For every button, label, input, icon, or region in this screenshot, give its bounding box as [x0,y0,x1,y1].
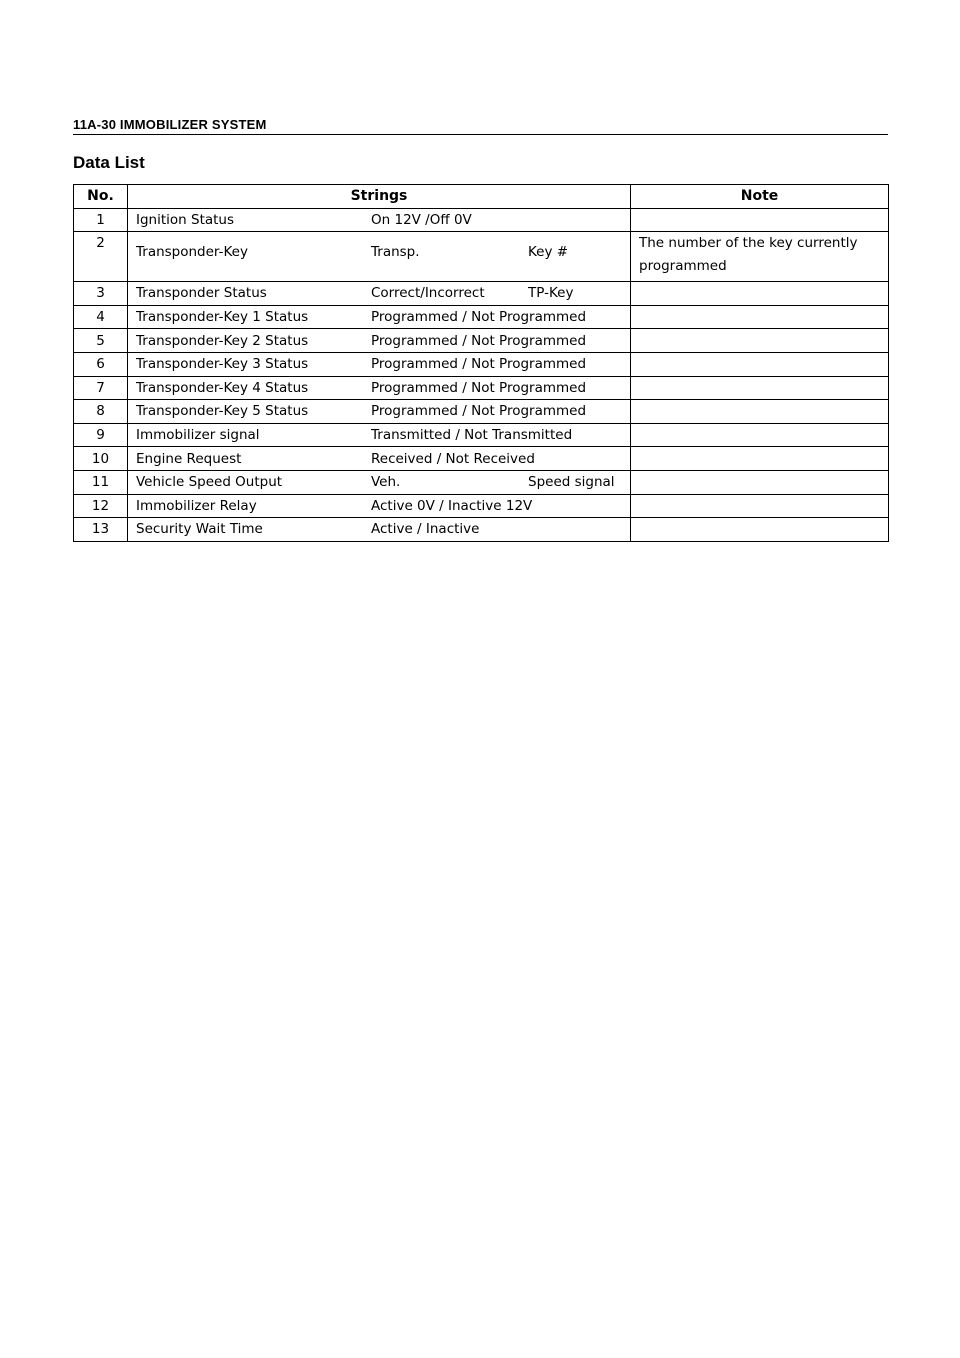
row-strings-cell [128,208,631,232]
row-item-name: Engine Request [136,450,242,467]
row-number: 8 [74,400,128,424]
row-item-name: Transponder-Key 1 Status [136,309,309,326]
row-strings-cell [128,376,631,400]
row-note [631,282,889,306]
section-title: Data List [73,153,145,172]
row-item-value: Programmed / Not Programmed [371,403,587,420]
row-item-value: Transmitted / Not Transmitted [371,427,573,444]
row-strings-cell [128,282,631,306]
row-strings-cell [128,352,631,376]
table-row [74,423,889,447]
row-number: 4 [74,305,128,329]
row-note [631,518,889,542]
row-strings-cell [128,447,631,471]
row-note [631,208,889,232]
row-item-value: On 12V /Off 0V [371,211,472,228]
row-item-name: Vehicle Speed Output [136,474,283,491]
row-number: 3 [74,282,128,306]
row-note: The number of the key currently programmed [631,232,889,282]
table-row [74,352,889,376]
table-row [74,282,889,306]
row-number: 7 [74,376,128,400]
row-item-name: Transponder-Key [136,244,248,261]
row-note [631,305,889,329]
page-header-text: 11A-30 IMMOBILIZER SYSTEM [73,117,267,132]
row-number: 2 [74,232,128,282]
row-number: 1 [74,208,128,232]
table-row [74,329,889,353]
row-note [631,376,889,400]
row-item-value: Received / Not Received [371,450,535,467]
row-item-name: Ignition Status [136,211,235,228]
row-note [631,447,889,471]
table-header-row [74,185,889,209]
row-item-value-secondary: TP-Key [528,285,574,302]
row-item-value-secondary: Speed signal [528,474,615,491]
row-item-value: Programmed / Not Programmed [371,309,587,326]
row-item-value: Correct/Incorrect [371,285,485,302]
row-item-value-secondary: Key # [528,244,569,261]
row-item-value: Active 0V / Inactive 12V [371,497,533,514]
row-note [631,400,889,424]
row-note [631,494,889,518]
row-item-name: Immobilizer signal [136,427,260,444]
table-row [74,494,889,518]
row-number: 12 [74,494,128,518]
row-item-name: Transponder-Key 5 Status [136,403,309,420]
table-row [74,232,889,282]
row-strings-cell [128,470,631,494]
row-strings-cell [128,232,631,282]
row-item-name: Security Wait Time [136,521,263,538]
table-row [74,376,889,400]
column-header-note: Note [631,185,889,209]
page-header [73,116,888,135]
row-note [631,352,889,376]
row-item-value: Transp. [371,244,420,261]
row-number: 6 [74,352,128,376]
row-note [631,470,889,494]
row-strings-cell [128,494,631,518]
column-header-no: No. [74,185,128,209]
row-number: 5 [74,329,128,353]
column-header-strings: Strings [128,185,631,209]
row-item-name: Transponder Status [136,285,267,302]
data-list-table [73,184,889,542]
row-number: 11 [74,470,128,494]
row-item-value: Programmed / Not Programmed [371,332,587,349]
row-item-value: Programmed / Not Programmed [371,379,587,396]
table-row [74,470,889,494]
row-item-name: Immobilizer Relay [136,497,257,514]
row-strings-cell [128,423,631,447]
table-row [74,518,889,542]
table-row [74,447,889,471]
row-item-value: Veh. [371,474,401,491]
table-row [74,400,889,424]
table-row [74,208,889,232]
row-strings-cell [128,305,631,329]
row-number: 9 [74,423,128,447]
row-item-name: Transponder-Key 2 Status [136,332,309,349]
row-item-name: Transponder-Key 3 Status [136,356,309,373]
row-number: 10 [74,447,128,471]
row-item-name: Transponder-Key 4 Status [136,379,309,396]
row-item-value: Programmed / Not Programmed [371,356,587,373]
row-item-value: Active / Inactive [371,521,480,538]
row-note [631,329,889,353]
row-strings-cell [128,400,631,424]
row-number: 13 [74,518,128,542]
row-strings-cell [128,329,631,353]
table-row [74,305,889,329]
row-note [631,423,889,447]
row-strings-cell [128,518,631,542]
